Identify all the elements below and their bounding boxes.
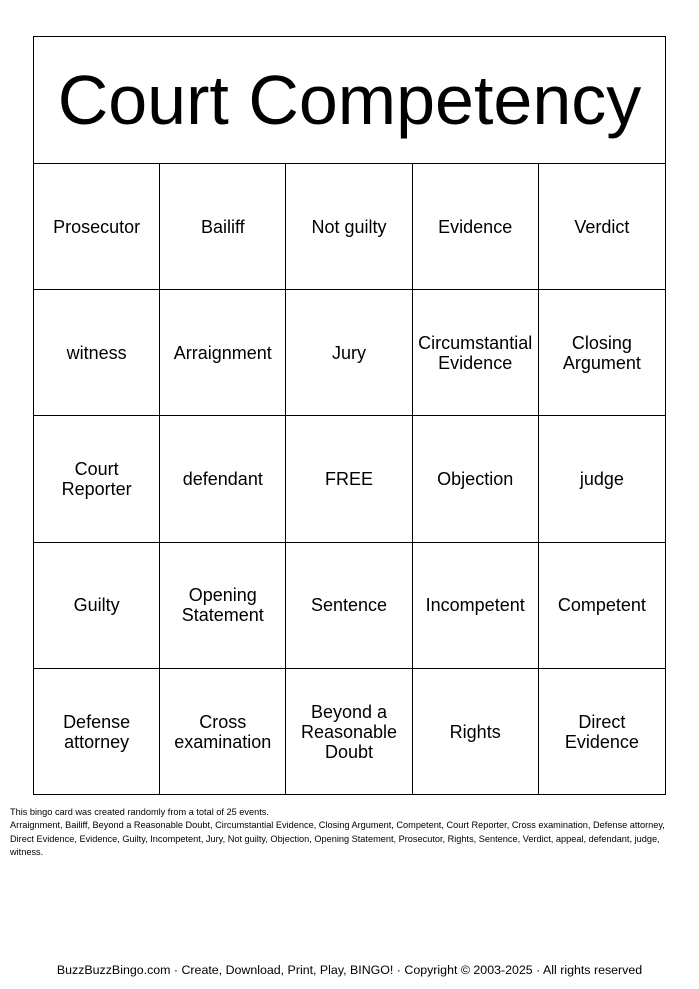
bingo-cell — [34, 416, 160, 542]
cell-label: Evidence — [438, 216, 513, 237]
site-footer: BuzzBuzzBingo.com · Create, Download, Print, Play, BINGO! · Copyright © 2003-2025 · All rights reserved — [56, 963, 643, 977]
bingo-cell — [286, 543, 412, 669]
cell-label: Guilty — [73, 595, 120, 616]
bingo-cell — [539, 543, 665, 669]
cell-label: Closing Argument — [562, 332, 641, 373]
bingo-cell — [539, 669, 665, 795]
cell-label: Bailiff — [200, 216, 245, 237]
cell-label: Cross examination — [174, 711, 272, 752]
events-summary: This bingo card was created randomly from a total of 25 events. — [10, 807, 269, 817]
bingo-cell — [34, 290, 160, 416]
cell-label: Not guilty — [311, 216, 387, 237]
cell-label: Defense attorney — [63, 711, 131, 752]
bingo-cell — [160, 416, 286, 542]
cell-label: Direct Evidence — [564, 711, 639, 752]
cell-label: Beyond a Reasonable Doubt — [300, 701, 398, 762]
card-notes — [10, 806, 690, 860]
bingo-cell — [286, 290, 412, 416]
cell-label: Arraignment — [173, 342, 272, 363]
bingo-cell — [286, 669, 412, 795]
bingo-cell — [413, 290, 539, 416]
free-space-label: FREE — [324, 468, 373, 489]
cell-label: defendant — [182, 468, 263, 489]
cell-label: Incompetent — [425, 595, 525, 616]
bingo-cell — [413, 416, 539, 542]
bingo-cell — [160, 164, 286, 290]
cell-label: Court Reporter — [61, 458, 132, 499]
events-list: Arraignment, Bailiff, Beyond a Reasonable Doubt, Circumstantial Evidence, Closing Argument, Competent, Court Reporter, Cross examination, Defense attorney, Direct Evidence, Evidence, Guilty, Incompetent, Jury, Not guilty, Objection, Opening Statement, Prosecutor, Rights, Sentence, Verdict, appeal, defendant, judge, witness. — [10, 820, 665, 858]
bingo-cell — [413, 164, 539, 290]
cell-label: Jury — [331, 342, 366, 363]
title-cell — [34, 37, 665, 164]
bingo-cell — [413, 543, 539, 669]
cell-label: Objection — [437, 468, 514, 489]
cell-label: Circumstantial Evidence — [418, 332, 533, 373]
bingo-cell — [34, 164, 160, 290]
bingo-cell — [34, 543, 160, 669]
cell-label: judge — [579, 468, 624, 489]
bingo-cell — [539, 416, 665, 542]
free-space-cell — [286, 416, 412, 542]
card-title: Court Competency — [57, 61, 642, 139]
cell-label: Competent — [557, 595, 646, 616]
bingo-cell — [539, 164, 665, 290]
bingo-cell — [160, 290, 286, 416]
bingo-cell — [286, 164, 412, 290]
bingo-card — [33, 36, 666, 795]
cell-label: Sentence — [310, 595, 388, 616]
bingo-grid — [34, 164, 665, 795]
cell-label: Prosecutor — [53, 216, 141, 237]
bingo-cell — [160, 669, 286, 795]
bingo-cell — [539, 290, 665, 416]
cell-label: Opening Statement — [181, 585, 264, 626]
cell-label: Rights — [449, 721, 501, 742]
bingo-cell — [160, 543, 286, 669]
bingo-cell — [413, 669, 539, 795]
cell-label: witness — [66, 342, 127, 363]
bingo-cell — [34, 669, 160, 795]
cell-label: Verdict — [574, 216, 630, 237]
